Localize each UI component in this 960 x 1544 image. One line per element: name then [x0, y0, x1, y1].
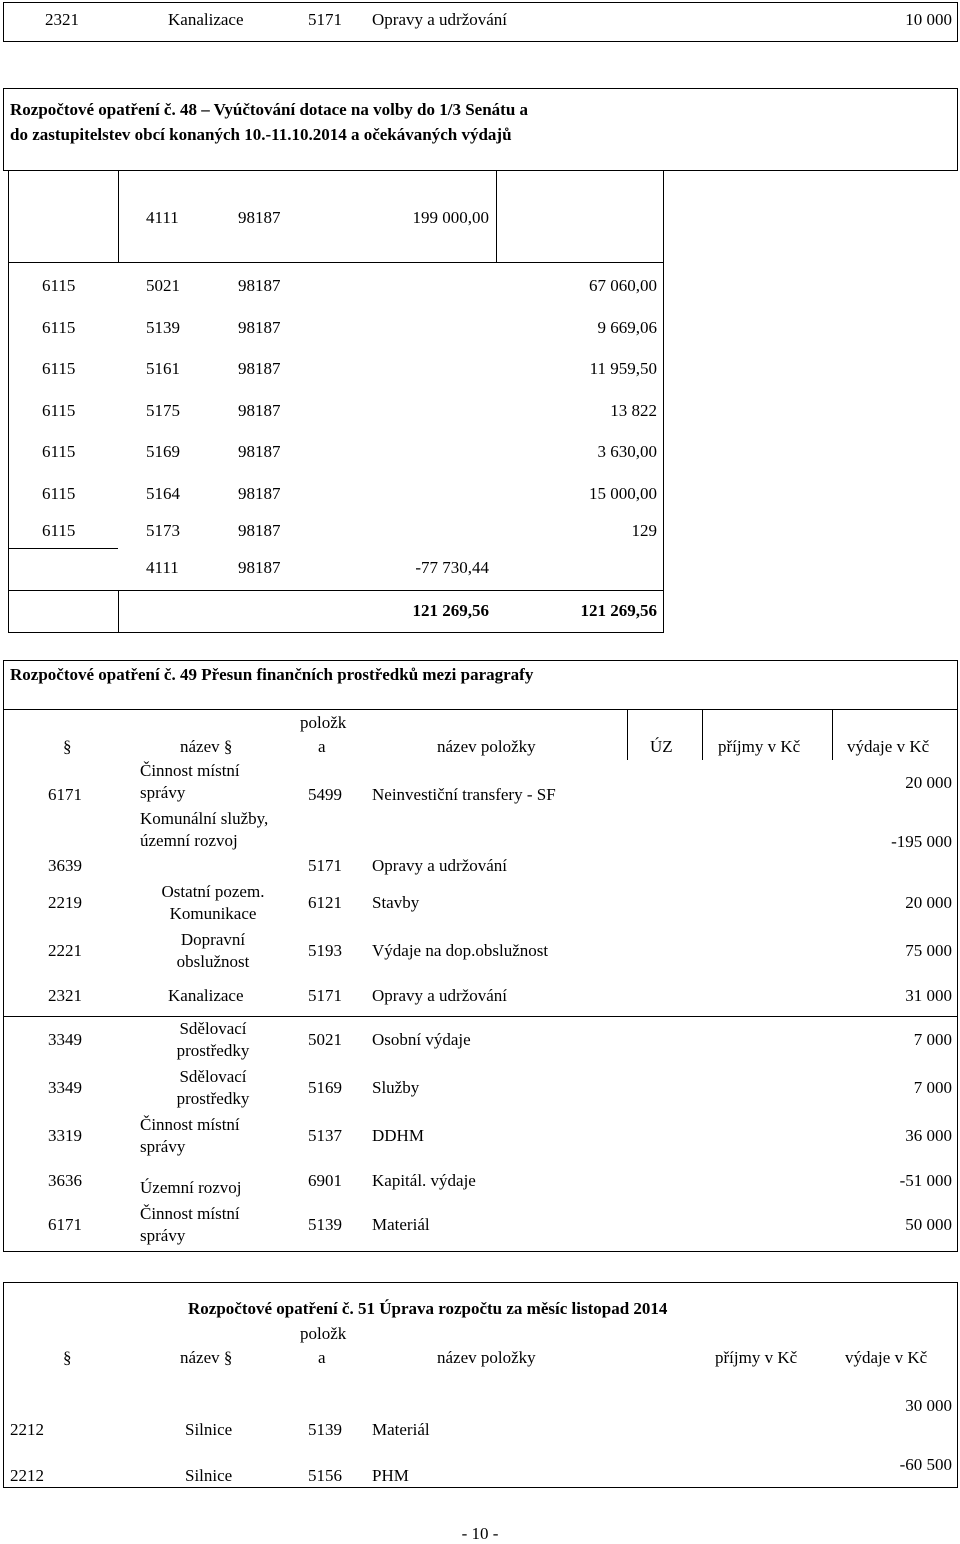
ro48-row-amount: 15 000,00 — [589, 484, 657, 503]
ro49-row-name: Ostatní pozem. Komunikace — [161, 882, 265, 923]
ro49-row-pol-name: Opravy a udržování — [372, 856, 508, 875]
ro49-row-amount: 31 000 — [905, 986, 952, 1005]
ro48-row-amount: 3 630,00 — [597, 442, 657, 461]
ro51-row-pol: 5139 — [308, 1420, 342, 1439]
ro49-row-pol: 6121 — [308, 893, 342, 912]
ro48-row-pol: 5161 — [146, 359, 180, 378]
ro49-row-pol: 6901 — [308, 1171, 342, 1190]
ro49-row-par: 3319 — [48, 1126, 82, 1145]
ro48-title-line2: do zastupitelstev obcí konaných 10.-11.10.2014 a očekávaných výdajů — [10, 125, 512, 144]
ro48-row-par: 6115 — [42, 276, 76, 295]
ro49-row-amount: -51 000 — [899, 1171, 952, 1190]
ro49-row-par: 2321 — [48, 986, 82, 1005]
ro49-row-name: Sdělovací prostředky — [176, 1019, 250, 1060]
ro51-row-pol-name: Materiál — [372, 1420, 430, 1439]
ro49-row-name: Činnost místní správy — [140, 761, 240, 802]
ro51-header-pol-1: položk — [300, 1324, 347, 1343]
ro48-row-uz: 98187 — [238, 401, 281, 420]
ro49-header-uz: ÚZ — [650, 737, 673, 756]
ro51-row-name: Silnice — [185, 1420, 233, 1439]
ro49-header-expense: výdaje v Kč — [847, 737, 930, 756]
ro49-row-par: 3349 — [48, 1078, 82, 1097]
ro48-left-border — [8, 170, 9, 633]
ro48-row-par: 6115 — [42, 359, 76, 378]
ro49-row-par: 3636 — [48, 1171, 82, 1190]
ro48-income1-pol: 4111 — [146, 208, 179, 227]
ro49-row-pol-name: Materiál — [372, 1215, 430, 1234]
ro49-row-par: 3639 — [48, 856, 82, 875]
ro48-row-pol: 5169 — [146, 442, 180, 461]
ro48-line-e — [8, 632, 664, 633]
ro48-income2-pol: 4111 — [146, 558, 179, 577]
ro48-right-border — [663, 170, 664, 633]
ro48-row-pol: 5173 — [146, 521, 180, 540]
ro49-header-pol-2: a — [318, 737, 326, 756]
ro49-row-pol-name: Stavby — [372, 893, 420, 912]
ro48-income2-amount: -77 730,44 — [415, 558, 489, 577]
ro49-row-amount: -195 000 — [891, 832, 952, 851]
ro49-row-pol-name: DDHM — [372, 1126, 424, 1145]
ro51-row-par: 2212 — [10, 1466, 44, 1485]
top-row-amount: 10 000 — [905, 10, 952, 29]
ro49-row-name: Komunální služby, územní rozvoj — [140, 809, 269, 850]
ro49-row-pol-name: Kapitál. výdaje — [372, 1171, 476, 1190]
ro49-row-par: 3349 — [48, 1030, 82, 1049]
ro49-row-pol: 5499 — [308, 785, 342, 804]
ro49-row-pol: 5139 — [308, 1215, 342, 1234]
ro48-line-c — [8, 548, 118, 549]
ro51-row-pol: 5156 — [308, 1466, 342, 1485]
ro48-row-par: 6115 — [42, 521, 76, 540]
ro49-row-amount: 7 000 — [913, 1078, 952, 1097]
ro48-line-b — [8, 262, 118, 263]
ro49-header-par: § — [63, 737, 72, 756]
ro48-row-par: 6115 — [42, 484, 76, 503]
ro49-row-pol: 5169 — [308, 1078, 342, 1097]
ro49-row-pol: 5171 — [308, 986, 342, 1005]
ro49-row-amount: 20 000 — [905, 773, 952, 792]
ro48-total-income: 121 269,56 — [412, 601, 489, 620]
ro49-row-pol-name: Opravy a udržování — [372, 986, 508, 1005]
ro49-header-name: název § — [180, 737, 233, 756]
ro48-row-uz: 98187 — [238, 359, 281, 378]
ro49-row-par: 6171 — [48, 1215, 82, 1234]
ro49-row-pol: 5021 — [308, 1030, 342, 1049]
ro49-row-par: 2219 — [48, 893, 82, 912]
ro48-row-amount: 67 060,00 — [589, 276, 657, 295]
ro48-inner-div — [496, 170, 497, 263]
ro48-row-uz: 98187 — [238, 276, 281, 295]
ro51-row-amount: 30 000 — [905, 1396, 952, 1415]
ro49-col-sep-2 — [702, 710, 703, 760]
ro48-row-amount: 13 822 — [610, 401, 657, 420]
ro49-col-sep — [627, 710, 628, 760]
top-row-pol-name: Opravy a udržování — [372, 10, 508, 29]
ro48-row-uz: 98187 — [238, 318, 281, 337]
ro48-total-expense: 121 269,56 — [580, 601, 657, 620]
ro48-title-line1: Rozpočtové opatření č. 48 – Vyúčtování dotace na volby do 1/3 Senátu a — [10, 100, 529, 119]
ro51-header-income: příjmy v Kč — [715, 1348, 798, 1367]
ro48-inner-left-2 — [118, 590, 119, 633]
ro49-row-par: 6171 — [48, 785, 82, 804]
ro49-row-amount: 50 000 — [905, 1215, 952, 1234]
ro48-row-pol: 5164 — [146, 484, 180, 503]
ro51-title: Rozpočtové opatření č. 51 Úprava rozpočtu za měsíc listopad 2014 — [188, 1299, 668, 1318]
ro49-row-pol: 5137 — [308, 1126, 342, 1145]
top-row-pol: 5171 — [308, 10, 342, 29]
ro49-row-pol-name: Osobní výdaje — [372, 1030, 471, 1049]
ro49-row-name: Kanalizace — [168, 986, 244, 1005]
ro48-line-a — [118, 262, 664, 263]
ro51-row-pol-name: PHM — [372, 1466, 409, 1485]
ro48-row-par: 6115 — [42, 401, 76, 420]
ro49-row-pol: 5171 — [308, 856, 342, 875]
ro48-income1-uz: 98187 — [238, 208, 281, 227]
ro48-row-amount: 11 959,50 — [589, 359, 657, 378]
ro51-row-name: Silnice — [185, 1466, 233, 1485]
ro49-divider — [3, 1016, 958, 1017]
ro49-row-name: Činnost místní správy — [140, 1204, 240, 1245]
ro49-row-pol: 5193 — [308, 941, 342, 960]
ro48-row-pol: 5021 — [146, 276, 180, 295]
ro49-row-name: Dopravní obslužnost — [176, 930, 250, 971]
ro51-header-pol-name: název položky — [437, 1348, 536, 1367]
ro48-row-pol: 5139 — [146, 318, 180, 337]
ro48-row-amount: 129 — [631, 521, 657, 540]
ro49-header-pol-1: položk — [300, 713, 347, 732]
ro48-row-pol: 5175 — [146, 401, 180, 420]
ro51-row-amount: -60 500 — [899, 1455, 952, 1474]
ro49-header-income: příjmy v Kč — [718, 737, 801, 756]
ro48-row-uz: 98187 — [238, 442, 281, 461]
ro48-income2-uz: 98187 — [238, 558, 281, 577]
ro48-income1-amount: 199 000,00 — [412, 208, 489, 227]
ro49-row-name: Sdělovací prostředky — [176, 1067, 250, 1108]
ro48-inner-left — [118, 170, 119, 263]
ro49-row-amount: 20 000 — [905, 893, 952, 912]
ro48-line-d — [8, 590, 664, 591]
ro49-row-pol-name: Neinvestiční transfery - SF — [372, 785, 556, 804]
ro48-row-uz: 98187 — [238, 521, 281, 540]
ro49-row-name: Činnost místní správy — [140, 1115, 240, 1156]
ro51-header-pol-2: a — [318, 1348, 326, 1367]
ro48-row-uz: 98187 — [238, 484, 281, 503]
ro51-header-par: § — [63, 1348, 72, 1367]
ro49-row-pol-name: Služby — [372, 1078, 420, 1097]
ro48-row-par: 6115 — [42, 318, 76, 337]
ro49-row-amount: 7 000 — [913, 1030, 952, 1049]
ro49-col-sep-3 — [832, 710, 833, 760]
ro49-header-pol-name: název položky — [437, 737, 536, 756]
ro48-row-amount: 9 669,06 — [597, 318, 657, 337]
ro49-title: Rozpočtové opatření č. 49 Přesun finančních prostředků mezi paragrafy — [10, 665, 534, 684]
top-row-name: Kanalizace — [168, 10, 244, 29]
ro51-row-par: 2212 — [10, 1420, 44, 1439]
ro51-header-expense: výdaje v Kč — [845, 1348, 928, 1367]
page-number: - 10 - — [461, 1524, 499, 1543]
ro48-row-par: 6115 — [42, 442, 76, 461]
ro49-row-name: Územní rozvoj — [140, 1178, 242, 1197]
ro51-header-name: název § — [180, 1348, 233, 1367]
ro49-row-amount: 36 000 — [905, 1126, 952, 1145]
top-row-par: 2321 — [45, 10, 79, 29]
ro49-row-amount: 75 000 — [905, 941, 952, 960]
ro49-row-par: 2221 — [48, 941, 82, 960]
ro49-row-pol-name: Výdaje na dop.obslužnost — [372, 941, 549, 960]
